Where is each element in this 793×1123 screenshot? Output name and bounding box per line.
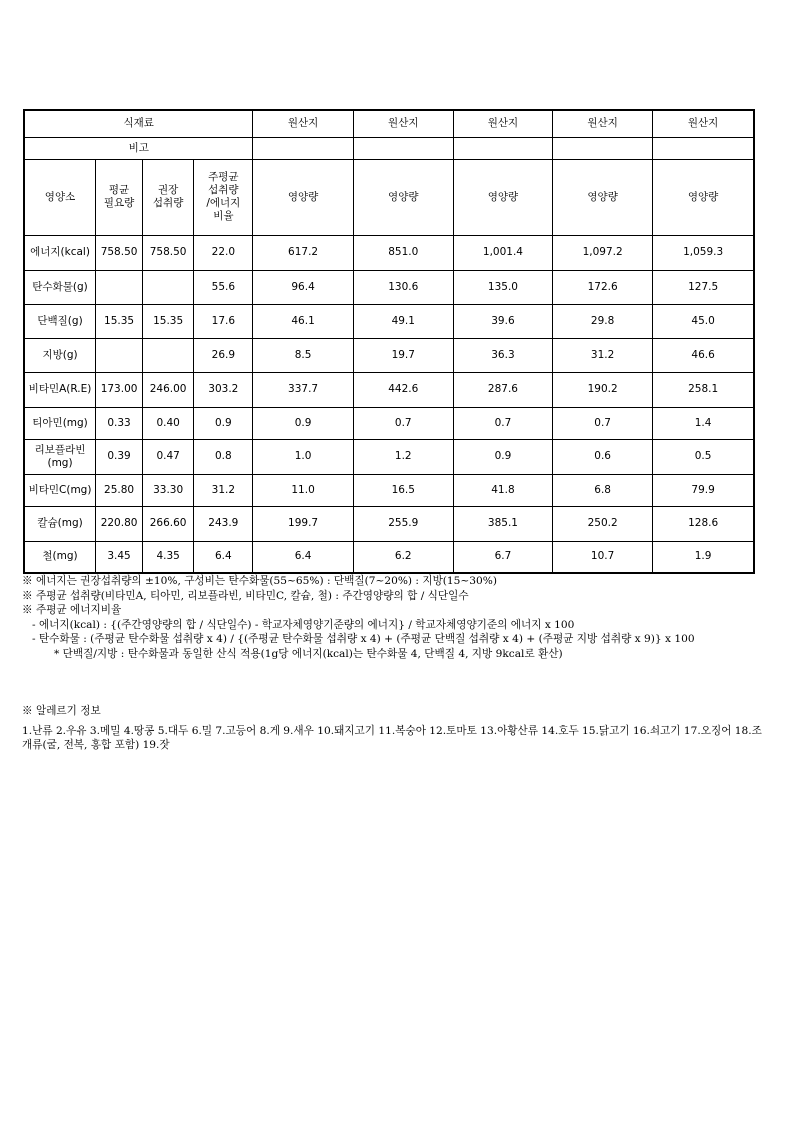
- note-weekly-intake: ※ 주평균 섭취량(비타민A, 티아민, 리보플라빈, 비타민C, 칼슘, 철) : 주간영양량의 합 / 식단일수: [22, 589, 469, 602]
- ingredient-label: 식재료: [25, 111, 253, 137]
- avg-required-value: 758.50: [96, 235, 143, 270]
- avg-required-header: 평균 필요량: [96, 159, 143, 235]
- note-carb-formula: - 탄수화물 : (주평균 탄수화물 섭취량 x 4) / {(주평균 탄수화물 섭취량 x 4) + (주평균 단백질 섭취량 x 4) + (주평균 지방 섭취량 x 9)} x 100: [32, 633, 695, 646]
- nutrient-row: [25, 235, 753, 270]
- nutrient-row: [25, 439, 753, 474]
- avg-required-value: 0.33: [96, 407, 143, 439]
- nutrient-name: 철(mg): [25, 541, 96, 572]
- nutrient-name: 비타민C(mg): [25, 474, 96, 506]
- nutrient-name: 비타민A(R.E): [25, 372, 96, 407]
- nutrient-amount: 0.7: [453, 407, 552, 439]
- nutrient-amount: 0.9: [253, 407, 353, 439]
- nutrient-header-row: [25, 159, 753, 235]
- nutrient-amount: 8.5: [253, 338, 353, 372]
- recommended-value: 0.47: [143, 439, 194, 474]
- nutrient-amount: 31.2: [553, 338, 653, 372]
- nutrient-amount: 1.4: [653, 407, 753, 439]
- allergy-info: [22, 704, 762, 753]
- origin-label: 원산지: [453, 111, 552, 137]
- recommended-value: 0.40: [143, 407, 194, 439]
- nutrient-amount: 0.6: [553, 439, 653, 474]
- note-cell: [253, 137, 353, 159]
- recommended-value: 33.30: [143, 474, 194, 506]
- nutrient-amount: 19.7: [353, 338, 453, 372]
- avg-required-value: 0.39: [96, 439, 143, 474]
- nutrient-amount: 130.6: [353, 270, 453, 304]
- nutrient-amount: 46.1: [253, 304, 353, 338]
- allergy-title: ※ 알레르기 정보: [22, 705, 101, 717]
- nutrition-table: [25, 111, 753, 572]
- nutrient-name: 탄수화물(g): [25, 270, 96, 304]
- nutrient-amount: 36.3: [453, 338, 552, 372]
- nutrient-name: 칼슘(mg): [25, 506, 96, 541]
- nutrient-amount: 79.9: [653, 474, 753, 506]
- nutrient-amount: 0.9: [453, 439, 552, 474]
- allergy-list: 1.난류 2.우유 3.메밀 4.땅콩 5.대두 6.밀 7.고등어 8.게 9.새우 10.돼지고기 11.복숭아 12.토마토 13.아황산류 14.호두 15.닭고기 16.쇠고기 17.오징어 18.조개류(굴, 전복, 홍합 포함) 19.잣: [22, 724, 762, 752]
- weekly-avg-value: 26.9: [194, 338, 253, 372]
- weekly-avg-value: 55.6: [194, 270, 253, 304]
- nutrient-amount: 851.0: [353, 235, 453, 270]
- nutrient-amount: 29.8: [553, 304, 653, 338]
- nutrition-notes: [22, 574, 762, 662]
- nutrient-amount: 16.5: [353, 474, 453, 506]
- note-cell: [653, 137, 753, 159]
- note-protein-fat: * 단백질/지방 : 탄수화물과 동일한 산식 적용(1g당 에너지(kcal)는 탄수화물 4, 단백질 4, 지방 9kcal로 환산): [54, 647, 563, 660]
- origin-label: 원산지: [653, 111, 753, 137]
- nutrient-amount: 6.2: [353, 541, 453, 572]
- weekly-avg-value: 17.6: [194, 304, 253, 338]
- nutrient-amount: 442.6: [353, 372, 453, 407]
- nutrient-row: [25, 270, 753, 304]
- nutrient-amount: 199.7: [253, 506, 353, 541]
- note-row: [25, 137, 753, 159]
- nutrient-amount: 255.9: [353, 506, 453, 541]
- nutrient-name: 지방(g): [25, 338, 96, 372]
- recommended-value: 4.35: [143, 541, 194, 572]
- nutrient-amount: 128.6: [653, 506, 753, 541]
- nutrient-amount: 6.7: [453, 541, 552, 572]
- nutrient-amount: 41.8: [453, 474, 552, 506]
- recommended-value: 758.50: [143, 235, 194, 270]
- origin-label: 원산지: [253, 111, 353, 137]
- nutrient-name: 에너지(kcal): [25, 235, 96, 270]
- nutrient-amount: 96.4: [253, 270, 353, 304]
- recommended-value: 246.00: [143, 372, 194, 407]
- note-energy-range: ※ 에너지는 권장섭취량의 ±10%, 구성비는 탄수화물(55~65%) : 단백질(7~20%) : 지방(15~30%): [22, 575, 497, 587]
- nutrient-amount: 1.0: [253, 439, 353, 474]
- amount-header: 영양량: [453, 159, 552, 235]
- nutrient-amount: 258.1: [653, 372, 753, 407]
- nutrient-amount: 1.2: [353, 439, 453, 474]
- nutrient-amount: 0.5: [653, 439, 753, 474]
- nutrient-amount: 337.7: [253, 372, 353, 407]
- note-energy-formula: - 에너지(kcal) : {(주간영양량의 합 / 식단일수) - 학교자체영양기준량의 에너지} / 학교자체영양기준의 에너지 x 100: [32, 618, 575, 631]
- nutrient-amount: 10.7: [553, 541, 653, 572]
- avg-required-value: [96, 338, 143, 372]
- nutrient-amount: 190.2: [553, 372, 653, 407]
- nutrient-amount: 6.4: [253, 541, 353, 572]
- weekly-avg-value: 31.2: [194, 474, 253, 506]
- nutrient-amount: 45.0: [653, 304, 753, 338]
- nutrient-amount: 385.1: [453, 506, 552, 541]
- nutrient-amount: 39.6: [453, 304, 552, 338]
- nutrient-name: 리보플라빈 (mg): [25, 439, 96, 474]
- avg-required-value: [96, 270, 143, 304]
- nutrient-amount: 617.2: [253, 235, 353, 270]
- note-label: 비고: [25, 137, 253, 159]
- avg-required-value: 173.00: [96, 372, 143, 407]
- recommended-value: [143, 270, 194, 304]
- nutrient-amount: 11.0: [253, 474, 353, 506]
- amount-header: 영양량: [553, 159, 653, 235]
- origin-label: 원산지: [353, 111, 453, 137]
- nutrient-amount: 287.6: [453, 372, 552, 407]
- recommended-value: [143, 338, 194, 372]
- recommended-value: 15.35: [143, 304, 194, 338]
- nutrient-amount: 172.6: [553, 270, 653, 304]
- nutrient-header: 영양소: [25, 159, 96, 235]
- nutrient-row: [25, 372, 753, 407]
- note-cell: [453, 137, 552, 159]
- note-energy-ratio-title: ※ 주평균 에너지비율: [22, 604, 122, 617]
- nutrient-amount: 46.6: [653, 338, 753, 372]
- recommended-value: 266.60: [143, 506, 194, 541]
- nutrient-row: [25, 407, 753, 439]
- weekly-avg-value: 243.9: [194, 506, 253, 541]
- nutrient-amount: 0.7: [553, 407, 653, 439]
- nutrient-amount: 1,059.3: [653, 235, 753, 270]
- nutrient-name: 단백질(g): [25, 304, 96, 338]
- nutrient-row: [25, 506, 753, 541]
- avg-required-value: 220.80: [96, 506, 143, 541]
- amount-header: 영양량: [353, 159, 453, 235]
- avg-required-value: 3.45: [96, 541, 143, 572]
- nutrient-amount: 6.8: [553, 474, 653, 506]
- nutrient-row: [25, 541, 753, 572]
- nutrient-amount: 1.9: [653, 541, 753, 572]
- amount-header: 영양량: [253, 159, 353, 235]
- note-cell: [553, 137, 653, 159]
- ingredient-row: [25, 111, 753, 137]
- weekly-avg-value: 0.9: [194, 407, 253, 439]
- nutrient-name: 티아민(mg): [25, 407, 96, 439]
- weekly-avg-value: 0.8: [194, 439, 253, 474]
- nutrient-amount: 127.5: [653, 270, 753, 304]
- nutrient-row: [25, 474, 753, 506]
- weekly-avg-value: 303.2: [194, 372, 253, 407]
- nutrient-amount: 0.7: [353, 407, 453, 439]
- recommended-header: 권장 섭취량: [143, 159, 194, 235]
- weekly-avg-header: 주평균 섭취량 /에너지 비율: [194, 159, 253, 235]
- avg-required-value: 15.35: [96, 304, 143, 338]
- nutrient-amount: 1,001.4: [453, 235, 552, 270]
- nutrition-table-frame: [23, 109, 755, 574]
- nutrient-amount: 135.0: [453, 270, 552, 304]
- weekly-avg-value: 6.4: [194, 541, 253, 572]
- nutrient-amount: 1,097.2: [553, 235, 653, 270]
- weekly-avg-value: 22.0: [194, 235, 253, 270]
- nutrient-amount: 49.1: [353, 304, 453, 338]
- nutrient-row: [25, 304, 753, 338]
- amount-header: 영양량: [653, 159, 753, 235]
- origin-label: 원산지: [553, 111, 653, 137]
- nutrient-row: [25, 338, 753, 372]
- nutrient-amount: 250.2: [553, 506, 653, 541]
- avg-required-value: 25.80: [96, 474, 143, 506]
- note-cell: [353, 137, 453, 159]
